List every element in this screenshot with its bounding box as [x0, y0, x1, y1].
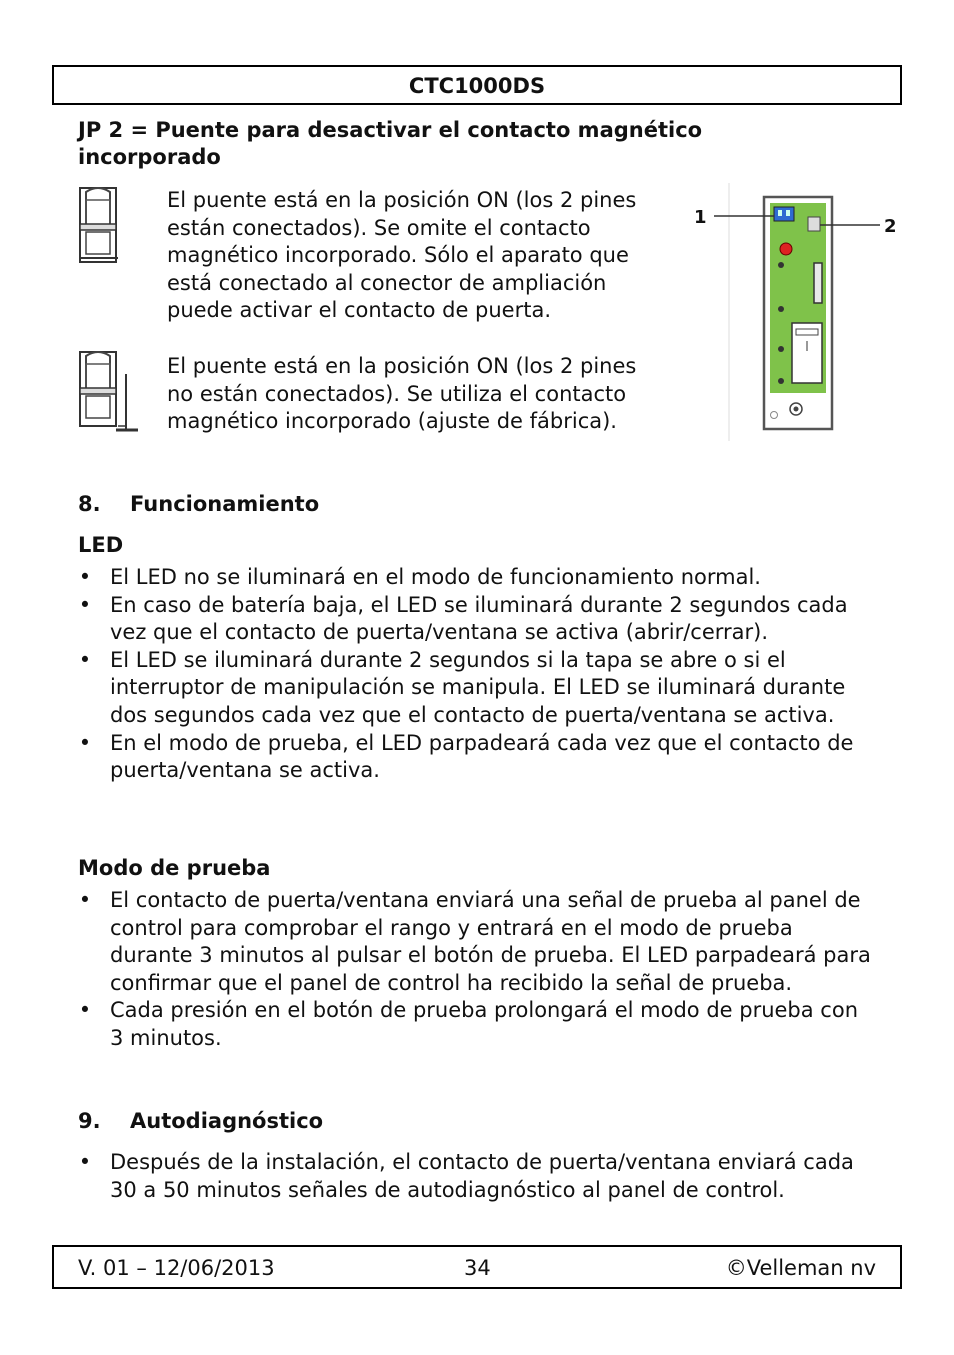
section-9-heading — [78, 1108, 323, 1135]
jumper-heading: JP 2 = Puente para desactivar el contacto magnético incorporado — [78, 118, 703, 169]
bullet-icon: • — [78, 888, 92, 912]
bullet-icon: • — [78, 565, 92, 589]
bullet-icon: • — [78, 1150, 92, 1174]
model-title: CTC1000DS — [408, 74, 546, 98]
list-item: • El LED no se iluminará en el modo de funcionamiento normal. — [78, 564, 878, 592]
jumper-off-description: El puente está en la posición ON (los 2 pines no están conectados). Se utiliza el contacto magnético incorporado (ajuste de fábrica). — [167, 354, 637, 434]
list-item: • En caso de batería baja, el LED se iluminará durante 2 segundos cada vez que el contacto de puerta/ventana se activa (abrir/cerrar). — [78, 592, 848, 645]
bullet-icon: • — [78, 592, 92, 617]
section-8-number: 8. — [78, 492, 101, 516]
list-item: • Después de la instalación, el contacto de puerta/ventana enviará cada 30 a 50 minutos señales de autodiagnóstico al panel de control. — [78, 1150, 854, 1202]
test-mode-list — [78, 887, 878, 1053]
section-9-title: Autodiagnóstico — [130, 1109, 324, 1133]
callout-2: 2 — [884, 216, 897, 237]
list-item: • En el modo de prueba, el LED parpadeará cada vez que el contacto de puerta/ventana se activa. — [78, 730, 854, 783]
jumper-on-icon — [78, 186, 122, 266]
pcb-figure — [688, 183, 908, 445]
document-header — [52, 65, 902, 105]
self-diagnosis-list — [78, 1149, 878, 1204]
list-item: • Cada presión en el botón de prueba prolongará el modo de prueba con 3 minutos. — [78, 998, 859, 1050]
callout-1: 1 — [694, 207, 707, 228]
test-mode-heading: Modo de prueba — [78, 856, 271, 880]
bullet-icon: • — [78, 998, 92, 1023]
led-heading: LED — [78, 533, 124, 557]
jumper-jp2 — [774, 207, 794, 221]
bullet-icon: • — [78, 730, 92, 755]
section-9-number: 9. — [78, 1109, 101, 1133]
bullet-icon: • — [78, 647, 92, 672]
reed-switch — [814, 263, 822, 303]
jumper-pins — [808, 217, 820, 231]
list-item: • El contacto de puerta/ventana enviará una señal de prueba al panel de control para comprobar el rango y entrará en el modo de prueba durante 3 minutos al pulsar el botón de prueba. El LED parpadeará para confirmar que el panel de control ha recibido la señal de prueba. — [78, 888, 871, 995]
footer-copyright: ©Velleman nv — [725, 1256, 876, 1280]
document-footer — [52, 1245, 902, 1289]
led-list — [78, 564, 878, 785]
jumper-off-icon — [78, 350, 140, 436]
jumper-on-description: El puente está en la posición ON (los 2 pines están conectados). Se omite el contacto magnético incorporado. Sólo el aparato que está conectado al conector de ampliación puede activar el contacto de puerta. — [167, 188, 637, 323]
led-icon — [780, 243, 792, 255]
section-8-title: Funcionamiento — [130, 492, 320, 516]
footer-version: V. 01 – 12/06/2013 — [78, 1256, 275, 1280]
list-item: • El LED se iluminará durante 2 segundos si la tapa se abre o si el interruptor de manipulación se manipula. El LED se iluminará durante dos segundos cada vez que el contacto de puerta/ventana se activa. — [78, 647, 846, 727]
section-8-heading — [78, 491, 319, 518]
page-number: 34 — [464, 1256, 491, 1280]
